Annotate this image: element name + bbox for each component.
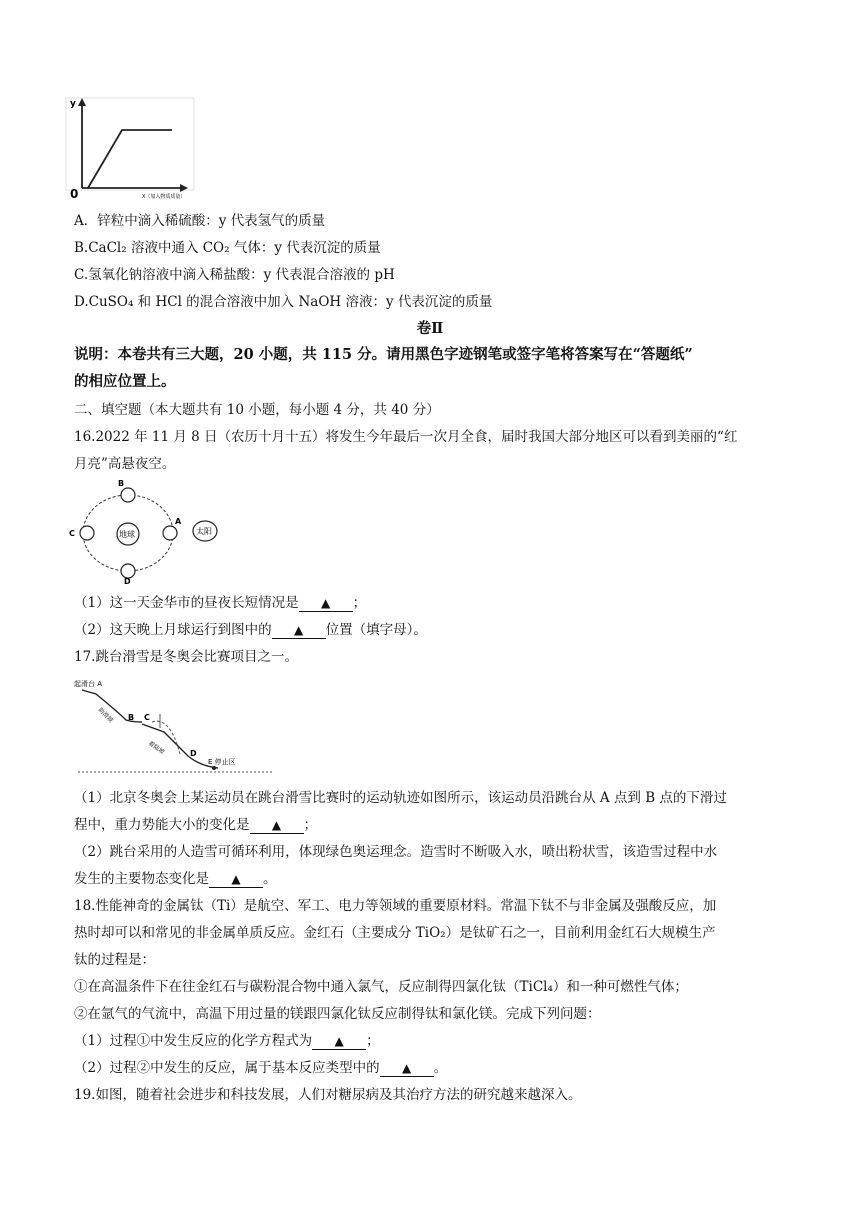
q17-stem: 17.跳台滑雪是冬奥会比赛项目之一。 [74, 649, 298, 665]
sun-label: 太阳 [196, 527, 212, 536]
graph-origin: 0 [70, 187, 79, 201]
inrun-label: 助滑坡 [96, 706, 115, 725]
y-axis-arrow [78, 98, 86, 106]
q18-sub2: （2）过程②中发生的反应，属于基本反应类型中的 ▲ 。 [74, 1060, 448, 1076]
q18-line5: ②在氩气的气流中，高温下用过量的镁跟四氯化钛反应制得钛和氯化镁。完成下列问题： [74, 1006, 601, 1022]
q18-line4: ①在高温条件下在往金红石与碳粉混合物中通入氯气，反应制得四氯化钛（TiCl₄）和一种可燃性气体； [74, 979, 688, 995]
instruction-line-2: 的相应位置上。 [74, 373, 176, 390]
answer-blank[interactable]: ▲ [250, 817, 304, 834]
label-c: C [69, 529, 75, 538]
label-c2: C [144, 713, 150, 722]
q15-option-c: C.氢氧化钠溶液中滴入稀盐酸：y 代表混合溶液的 pH [74, 267, 395, 283]
q18-line2: 热时却可以和常见的非金属单质反应。金红石（主要成分 TiO₂）是钛矿石之一，目前利用金红石大规模生产 [74, 925, 716, 941]
q16-sub1: （1）这一天金华市的昼夜长短情况是 ▲ ； [74, 595, 367, 611]
label-b: B [118, 479, 125, 488]
label-b2: B [128, 713, 135, 722]
answer-blank[interactable]: ▲ [209, 871, 263, 888]
stop-zone-label: E 停止区 [208, 758, 236, 766]
q15-graph [62, 94, 202, 206]
answer-blank[interactable]: ▲ [272, 622, 326, 639]
label-d2: D [190, 749, 197, 758]
label-a: A [175, 517, 182, 526]
moon-b [121, 488, 135, 502]
q15-option-d: D.CuSO₄ 和 HCl 的混合溶液中加入 NaOH 溶液：y 代表沉淀的质量 [74, 294, 493, 310]
q16-stem-1: 16.2022 年 11 月 8 日（农历十月十五）将发生今年最后一次月全食，届时我国大部分地区可以看到美丽的“红 [74, 429, 738, 445]
landing-label: 着陆坡 [146, 739, 166, 756]
x-axis-arrow [180, 184, 188, 192]
earth-label: 地球 [119, 530, 135, 539]
q15-option-a: A．锌粒中滴入稀硫酸：y 代表氢气的质量 [74, 213, 326, 229]
point-e [212, 766, 216, 770]
graph-curve [88, 130, 172, 188]
instruction-line-1: 说明：本卷共有三大题，20 小题，共 115 分。请用黑色字迹钢笔或签字笔将答案写在“答题纸” [74, 346, 693, 363]
q18-line3: 钛的过程是： [74, 952, 155, 968]
graph-y-label: y [70, 99, 76, 109]
q17-sub1-line1: （1）北京冬奥会上某运动员在跳台滑雪比赛时的运动轨迹如图所示，该运动员沿跳台从 A 点到 B 点的下滑过 [74, 790, 727, 806]
label-d: D [124, 577, 131, 586]
section-title: 卷Ⅱ [416, 320, 444, 337]
answer-blank[interactable]: ▲ [312, 1033, 366, 1050]
q16-sub2: （2）这天晚上月球运行到图中的 ▲ 位置（填字母）。 [74, 622, 427, 638]
q17-sub1-line2: 程中，重力势能大小的变化是 ▲ ； [74, 817, 317, 833]
q17-sub2-line2: 发生的主要物态变化是 ▲ 。 [74, 871, 277, 887]
q18-sub1: （1）过程①中发生反应的化学方程式为 ▲ ； [74, 1033, 380, 1049]
q17-ski-jump-diagram [68, 672, 278, 780]
answer-blank[interactable]: ▲ [299, 595, 353, 612]
start-label: 起滑台 A [74, 680, 103, 688]
graph-x-label: X（加入物质质量） [142, 194, 186, 200]
q17-sub2-line1: （2）跳台采用的人造雪可循环利用，体现绿色奥运理念。造雪时不断吸入水，喷出粉状雪，该造雪过程中水 [74, 844, 718, 860]
moon-d [121, 564, 135, 578]
moon-a [163, 526, 177, 540]
moon-c [80, 526, 94, 540]
q19-stem: 19.如图，随着社会进步和科技发展，人们对糖尿病及其治疗方法的研究越来越深入。 [74, 1087, 582, 1103]
q18-line1: 18.性能神奇的金属钛（Ti）是航空、军工、电力等领域的重要原材料。常温下钛不与非金属及强酸反应，加 [74, 898, 717, 914]
q16-stem-2: 月亮”高悬夜空。 [74, 456, 176, 472]
part2-title: 二、填空题（本大题共有 10 小题，每小题 4 分，共 40 分） [74, 402, 440, 418]
answer-blank[interactable]: ▲ [380, 1060, 434, 1077]
q16-orbit-diagram [62, 478, 232, 588]
q15-option-b: B.CaCl₂ 溶液中通入 CO₂ 气体：y 代表沉淀的质量 [74, 240, 381, 256]
